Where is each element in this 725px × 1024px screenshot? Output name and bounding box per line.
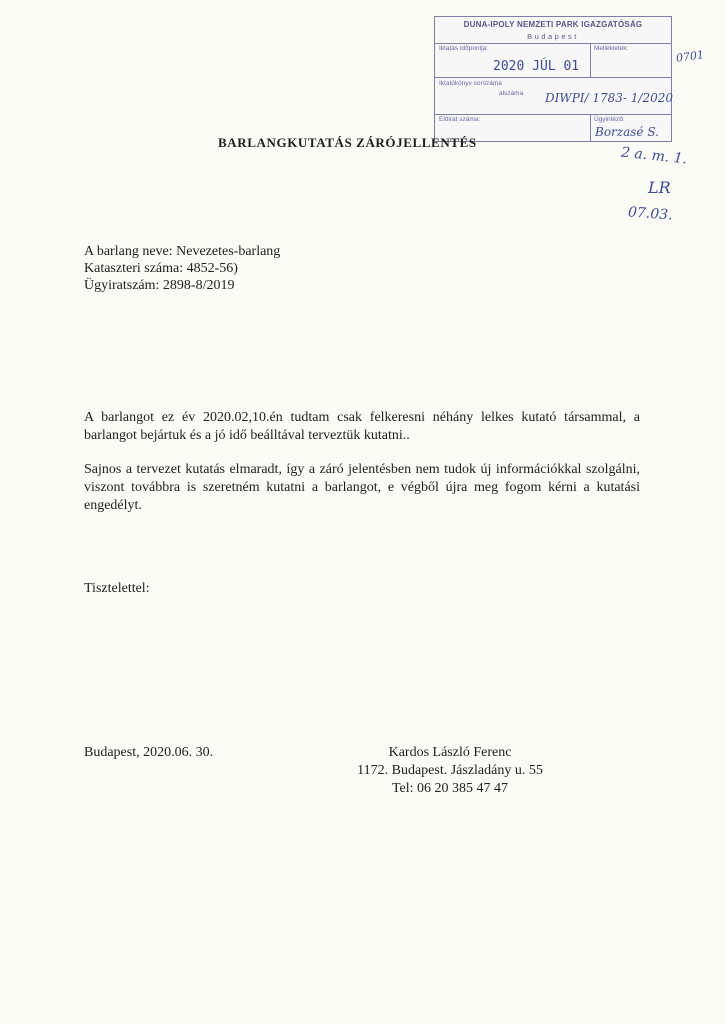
signature-address: 1172. Budapest. Jászladány u. 55 — [357, 763, 543, 778]
handwritten-attachment-note: 0701 — [675, 48, 705, 65]
place-date: Budapest, 2020.06. 30. — [84, 745, 214, 760]
greeting: Tisztelettel: — [84, 581, 150, 596]
stamp-divider — [435, 114, 671, 115]
cadastre-number: Kataszteri száma: 4852-56) — [84, 261, 238, 276]
stamp-divider — [435, 77, 671, 78]
handwritten-initials: LR — [648, 178, 671, 197]
registration-stamp — [434, 16, 672, 142]
signature-phone: Tel: 06 20 385 47 47 — [391, 781, 509, 796]
stamp-divider — [435, 43, 671, 44]
stamp-officer-name: Borzasé S. — [595, 125, 659, 139]
case-number: Ügyiratszám: 2898-8/2019 — [84, 278, 235, 293]
handwritten-date: 07.03. — [627, 204, 674, 224]
stamp-city: Budapest — [527, 32, 579, 41]
body-paragraph-2: Sajnos a tervezet kutatás elmaradt, így a záró jelentésben nem tudok új információkkal szolgálni, viszont továbbra is szeretném kutatni a barlangot, e végből újra meg fogom kérni a kutatási engedélyt. — [84, 462, 640, 513]
stamp-label-received: Iktatás időpontja: — [439, 45, 489, 52]
stamp-label-officer: Ügyintéző: — [594, 116, 625, 123]
stamp-divider — [590, 43, 591, 77]
cave-name: A barlang neve: Nevezetes-barlang — [84, 244, 281, 259]
signature-name: Kardos László Ferenc — [388, 745, 512, 760]
handwritten-mark: 2 a. m. 1. — [620, 144, 688, 168]
page-title: BARLANGKUTATÁS ZÁRÓJELLENTÉS — [218, 135, 477, 150]
stamp-divider — [590, 114, 591, 141]
stamp-label-previous: Előirat száma: — [439, 116, 481, 123]
stamp-organization: DUNA-IPOLY NEMZETI PARK IGAZGATÓSÁG — [463, 20, 643, 29]
stamp-received-date: 2020 JÚL 01 — [493, 59, 580, 74]
stamp-label-subnumber: alszáma — [499, 90, 524, 97]
body-paragraph-1: A barlangot ez év 2020.02,10.én tudtam csak felkeresni néhány lelkes kutató társammal, a barlangot bejártuk és a jó idő beálltával terveztük kutatni.. — [84, 410, 640, 443]
stamp-registry-number: DIWPI/ 1783- 1/2020 — [545, 91, 673, 105]
stamp-label-registry: Iktatókönyv sorszáma — [439, 80, 502, 87]
signature-block — [340, 744, 560, 798]
stamp-label-attachments: Mellékletek: — [594, 45, 629, 52]
